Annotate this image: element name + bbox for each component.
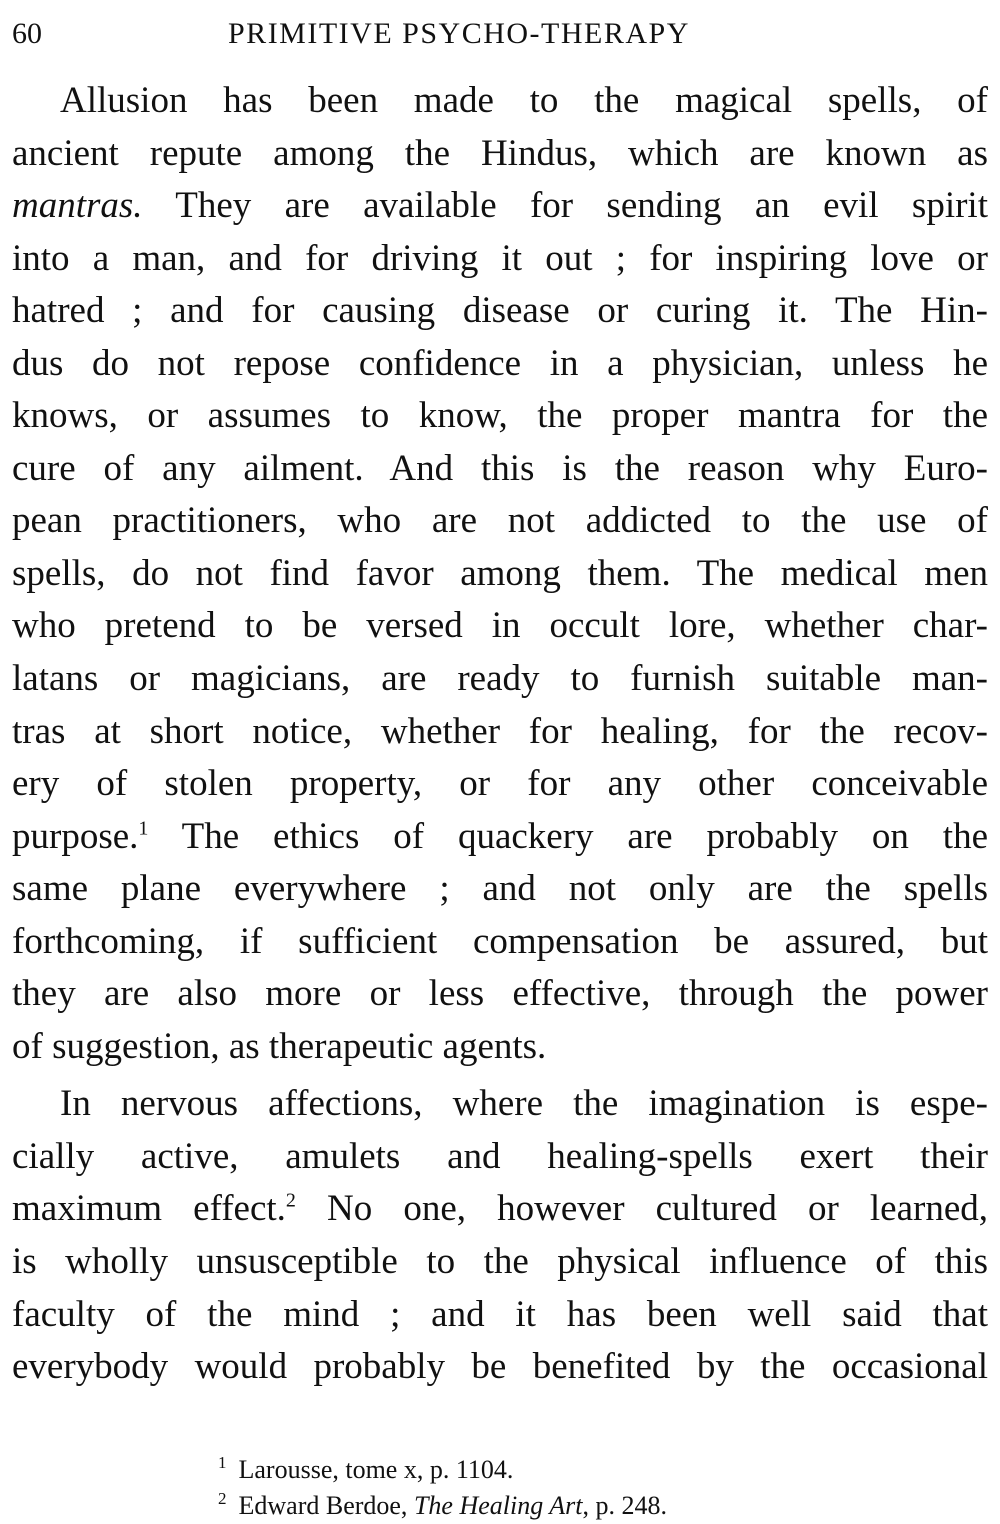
text-line: faculty of the mind ; and it has been well said that	[12, 1293, 988, 1335]
footnote-1	[218, 1452, 988, 1488]
body-text	[12, 75, 988, 1394]
text-line: pean practitioners, who are not addicted to the use of	[12, 500, 988, 542]
text-line: latans or magicians, are ready to furnish suitable man-	[12, 658, 988, 700]
text-line: tras at short notice, whether for healing, for the recov-	[12, 710, 988, 752]
text-line: hatred ; and for causing disease or curing it. The Hin-	[12, 290, 988, 332]
text-fragment: purpose.	[12, 815, 139, 857]
text-line: everybody would probably be benefited by the occasional	[12, 1346, 988, 1388]
page-number: 60	[12, 17, 42, 50]
text-line	[12, 1183, 988, 1236]
text-line: ery of stolen property, or for any other conceivable	[12, 763, 988, 805]
text-fragment: No one, however cultured or learned,	[295, 1188, 988, 1230]
footnote-2	[218, 1488, 988, 1524]
footnote-text: Larousse, tome x, p. 1104.	[238, 1455, 514, 1484]
text-line: forthcoming, if sufficient compensation be assured, but	[12, 920, 988, 962]
text-line: same plane everywhere ; and not only are the spells	[12, 868, 988, 910]
text-line: ancient repute among the Hindus, which are known as	[12, 132, 988, 174]
text-line: spells, do not find favor among them. The medical men	[12, 552, 988, 594]
text-line	[12, 811, 988, 864]
italic-word: mantras.	[12, 185, 143, 227]
text-line: into a man, and for driving it out ; for inspiring love or	[12, 237, 988, 279]
text-line: Allusion has been made to the magical spells, of	[60, 80, 988, 121]
text-fragment: The ethics of quackery are probably on the	[148, 815, 988, 857]
text-line: cure of any ailment. And this is the reason why Euro-	[12, 447, 988, 489]
running-head	[12, 14, 988, 54]
text-line: In nervous affections, where the imagination is espe-	[60, 1083, 988, 1125]
footnote-mark: 2	[218, 1489, 227, 1509]
text-line	[12, 180, 988, 233]
footnote-mark: 1	[218, 1453, 227, 1473]
footnote-author: Edward Berdoe,	[238, 1491, 414, 1520]
text-line: of suggestion, as therapeutic agents.	[12, 1025, 547, 1067]
text-line: knows, or assumes to know, the proper mantra for the	[12, 395, 988, 437]
footnote-book-title: The Healing Art	[413, 1491, 583, 1520]
text-line: they are also more or less effective, through the power	[12, 973, 988, 1015]
running-title: PRIMITIVE PSYCHO-THERAPY	[228, 17, 690, 50]
text-fragment: They are available for sending an evil spirit	[142, 185, 988, 227]
paragraph-2	[12, 1078, 988, 1393]
footnote-ref-2: 2	[285, 1190, 296, 1213]
text-line: who pretend to be versed in occult lore, whether char-	[12, 605, 988, 647]
text-line: dus do not repose confidence in a physician, unless he	[12, 342, 988, 384]
text-line: is wholly unsusceptible to the physical influence of this	[12, 1241, 988, 1283]
footnotes	[218, 1452, 988, 1524]
footnote-text: , p. 248.	[582, 1491, 667, 1520]
footnote-ref-1: 1	[138, 817, 149, 840]
text-fragment: maximum effect.	[12, 1188, 286, 1230]
text-line: cially active, amulets and healing-spells exert their	[12, 1135, 988, 1177]
paragraph-1	[12, 75, 988, 1073]
